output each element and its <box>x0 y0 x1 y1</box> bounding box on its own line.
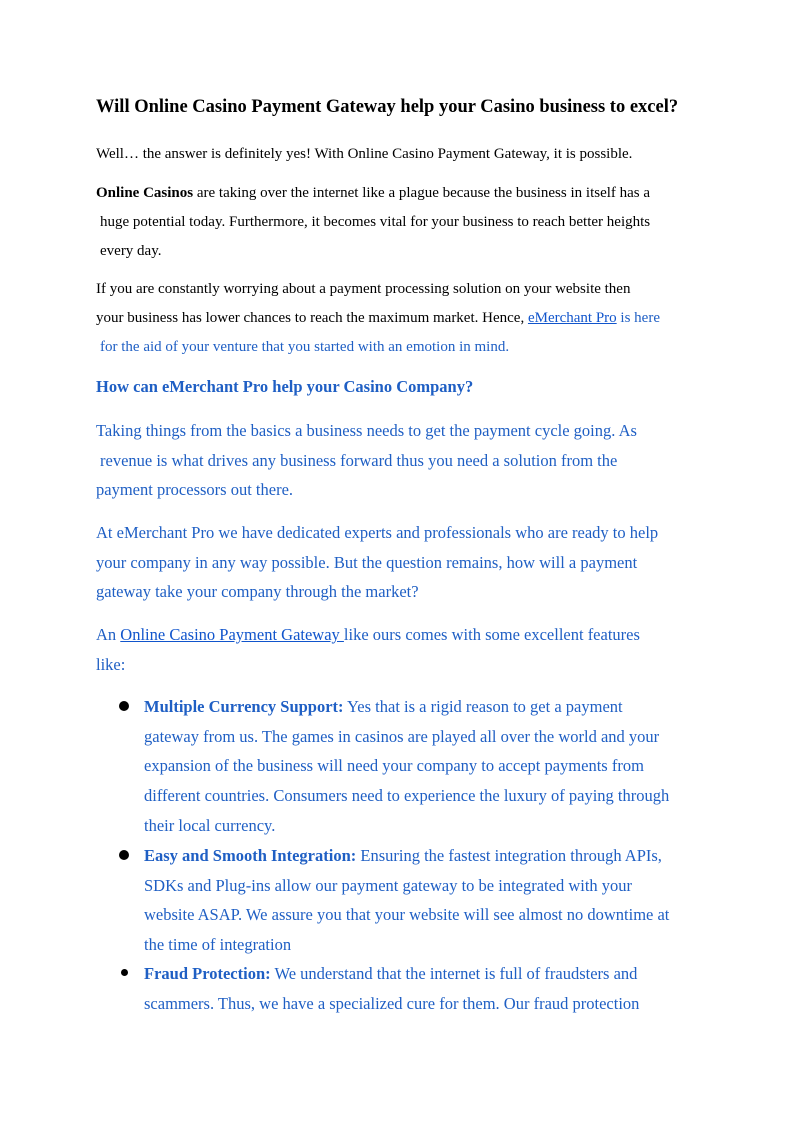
bullet-item-multiple-currency <box>144 692 704 841</box>
bullet-item-fraud-protection <box>144 959 704 1018</box>
experts-paragraph <box>96 518 716 607</box>
online-casinos-bold: Online Casinos <box>96 185 194 201</box>
paragraph-line: At eMerchant Pro we have dedicated experts and professionals who are ready to help <box>96 523 659 542</box>
bullet-line: expansion of the business will need your company to accept payments from <box>144 756 644 776</box>
bullet-line: their local currency. <box>144 815 276 835</box>
bullet-line <box>144 841 704 871</box>
paragraph-line <box>96 620 716 650</box>
bullet-line: SDKs and Plug-ins allow our payment gateway to be integrated with your <box>144 875 633 895</box>
intro-paragraph <box>96 140 716 169</box>
paragraph-line: If you are constantly worrying about a payment processing solution on your website then <box>96 281 631 297</box>
paragraph-text: your business has lower chances to reach the maximum market. Hence, <box>96 310 528 326</box>
bullet-icon <box>119 701 129 711</box>
bullet-text: Ensuring the fastest integration through APIs, <box>356 846 662 865</box>
bullet-line: website ASAP. We assure you that your website will see almost no downtime at <box>144 905 670 925</box>
payment-processing-paragraph <box>96 275 716 362</box>
bullet-line: scammers. Thus, we have a specialized cure for them. Our fraud protection <box>144 993 640 1013</box>
bullet-icon <box>119 850 129 860</box>
paragraph-line: like: <box>96 654 126 674</box>
paragraph-line: Taking things from the basics a business needs to get the payment cycle going. As <box>96 421 637 440</box>
bullet-line: the time of integration <box>144 935 292 955</box>
paragraph-text: are taking over the internet like a plague because the business in itself has a <box>193 185 651 201</box>
paragraph-line: huge potential today. Furthermore, it becomes vital for your business to reach better heights <box>100 214 651 230</box>
paragraph-line <box>96 304 716 333</box>
paragraph-line: gateway take your company through the market? <box>96 582 419 601</box>
bullet-line <box>144 959 704 989</box>
paragraph-line: revenue is what drives any business forward thus you need a solution from the <box>100 450 618 470</box>
paragraph-line: every day. <box>100 243 162 259</box>
paragraph-line: for the aid of your venture that you started with an emotion in mind. <box>100 339 510 355</box>
intro-text: Well… the answer is definitely yes! With Online Casino Payment Gateway, it is possible. <box>96 146 633 162</box>
online-casinos-paragraph <box>96 179 716 266</box>
bullet-title: Easy and Smooth Integration: <box>144 846 357 865</box>
bullet-item-easy-integration <box>144 841 704 960</box>
bullet-line: gateway from us. The games in casinos are played all over the world and your <box>144 726 660 746</box>
paragraph-text: An <box>96 625 121 644</box>
bullet-line: different countries. Consumers need to experience the luxury of paying through <box>144 786 670 806</box>
basics-paragraph <box>96 416 716 505</box>
paragraph-line <box>96 179 716 208</box>
paragraph-line: payment processors out there. <box>96 480 294 499</box>
bullet-text: Yes that is a rigid reason to get a payment <box>343 697 623 716</box>
bullet-line <box>144 692 704 722</box>
features-intro-paragraph <box>96 620 716 679</box>
emerchant-pro-link[interactable]: eMerchant Pro <box>527 310 617 326</box>
paragraph-line: your company in any way possible. But the question remains, how will a payment <box>96 552 638 572</box>
bullet-text: We understand that the internet is full of fraudsters and <box>270 964 638 983</box>
bullet-icon <box>121 969 128 976</box>
online-casino-payment-gateway-link[interactable]: Online Casino Payment Gateway <box>120 625 344 644</box>
bullet-title: Fraud Protection: <box>144 964 271 983</box>
section-heading: How can eMerchant Pro help your Casino Company? <box>96 377 474 396</box>
bullet-title: Multiple Currency Support: <box>144 697 344 716</box>
paragraph-text: like ours comes with some excellent features <box>343 625 640 644</box>
page-title: Will Online Casino Payment Gateway help your Casino business to excel? <box>96 97 679 117</box>
paragraph-text: is here <box>616 310 660 326</box>
